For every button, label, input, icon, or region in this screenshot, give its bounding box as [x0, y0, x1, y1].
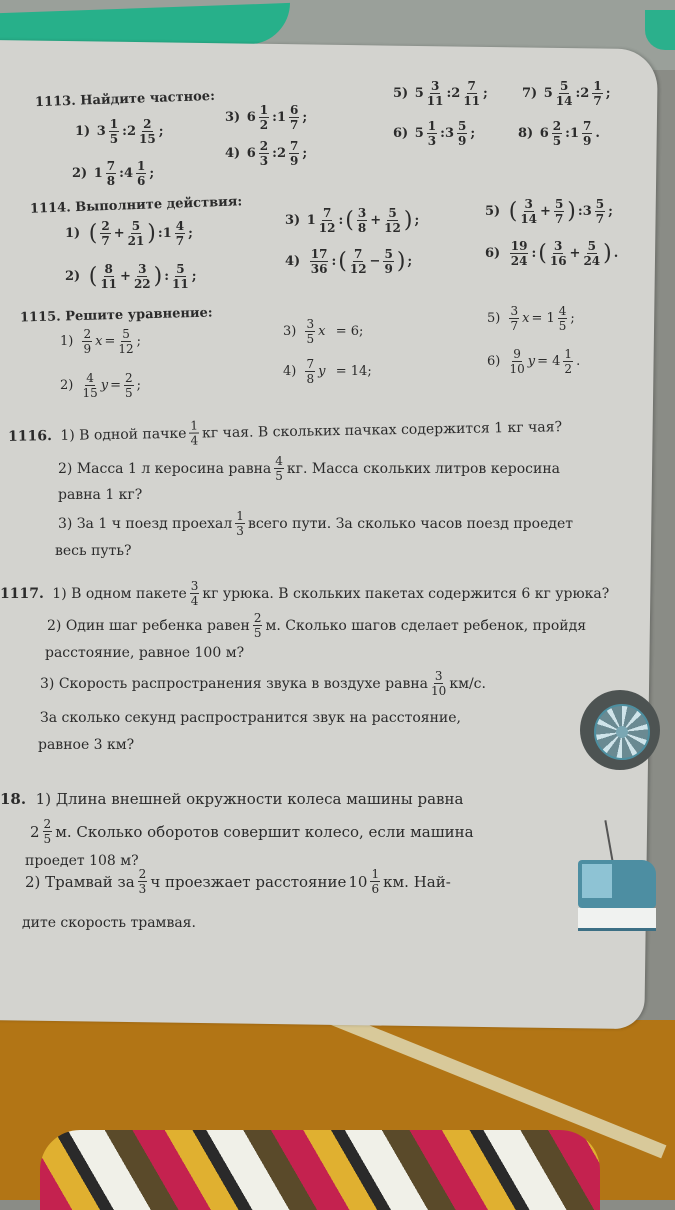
- ex1115-item-5: 5) 3 7 x = 1 4 5 ;: [487, 304, 575, 333]
- ex1113-item-6: 6) 5 1 3 :3 5 9 ;: [393, 119, 476, 148]
- ex1113-item-2: 2) 1 7 8 :4 1 6 ;: [72, 159, 155, 188]
- ex1116-part-2-cont: равна 1 кг?: [58, 487, 143, 503]
- ex1116-part-3-cont: весь путь?: [55, 543, 132, 559]
- ex1114-item-3: 3) 1 7 12 : ( 3 8 + 5 12 ) ;: [285, 206, 420, 235]
- exercise-1115-heading: 1115. Решите уравнение:: [19, 305, 213, 326]
- ex1115-item-3: 3) 3 5 x = 6;: [283, 317, 364, 346]
- ex1113-item-8: 8) 6 2 5 :1 7 9 .: [518, 119, 600, 148]
- ex1117-part-1: 1117. 1) В одном пакете 3 4 кг урюка. В скольких пакетах содержится 6 кг урюка?: [0, 579, 610, 608]
- ex1117-part-3-cont: За сколько секунд распространится звук на расстояние,: [40, 710, 461, 726]
- ex1114-item-4: 4) 17 36 : ( 7 12 − 5 9 ) ;: [285, 247, 413, 276]
- ex1113-item-7: 7) 5 5 14 :2 1 7 ;: [522, 79, 611, 108]
- wheel-hub: [616, 726, 628, 738]
- ex1115-item-1: 1) 2 9 x = 5 12 ;: [60, 327, 142, 356]
- ex1113-item-3: 3) 6 1 2 :1 6 7 ;: [225, 103, 308, 132]
- ex1114-item-6: 6) 19 24 : ( 3 16 + 5 24 ) .: [485, 239, 619, 268]
- ex1115-item-4: 4) 7 8 y = 14;: [283, 357, 372, 386]
- ex1116-part-3: 3) За 1 ч поезд проехал 1 3 всего пути. За сколько часов поезд проедет: [58, 509, 573, 538]
- ex1114-item-5: 5) ( 3 14 + 5 7 ) :3 5 7 ;: [485, 197, 613, 226]
- exercise-1114-heading: 1114. Выполните действия:: [29, 194, 243, 217]
- tram-window: [582, 864, 612, 898]
- ex1113-item-5: 5) 5 3 11 :2 7 11 ;: [393, 79, 488, 108]
- ex1113-item-1: 1) 3 1 5 :2 2 15 ;: [75, 117, 164, 146]
- ex1118-part-1: 18. 1) Длина внешней окружности колеса машины равна: [0, 790, 464, 808]
- ex1116-part-1: 1116. 1) В одной пачке 1 4 кг чая. В скольких пачках содержится 1 кг чая?: [7, 418, 563, 448]
- ex1114-item-1: 1) ( 2 7 + 5 21 ) :1 4 7 ;: [65, 219, 193, 248]
- tram-body: [578, 860, 656, 908]
- ex1118-part-2-cont: дите скорость трамвая.: [22, 915, 196, 931]
- ex1118-part-1-cont: 2 2 5 м. Сколько оборотов совершит колесо, если машина: [30, 817, 474, 846]
- tram-illustration: [578, 860, 660, 940]
- ex1117-part-2-cont: расстояние, равное 100 м?: [45, 645, 245, 661]
- patterned-fabric: [40, 1130, 600, 1210]
- ex1117-part-3-cont2: равное 3 км?: [38, 737, 135, 753]
- ex1117-part-3: 3) Скорость распространения звука в воздухе равна 3 10 км/с.: [40, 669, 486, 698]
- ex1115-item-6: 6) 9 10 y = 4 1 2 .: [487, 347, 581, 376]
- ex1116-part-2: 2) Масса 1 л керосина равна 4 5 кг. Масса скольких литров керосина: [58, 454, 560, 483]
- ex1113-item-4: 4) 6 2 3 :2 7 9 ;: [225, 139, 308, 168]
- ex1118-part-1-cont2: проедет 108 м?: [25, 853, 139, 869]
- tram-pantograph: [604, 820, 613, 862]
- ex1115-item-2: 2) 4 15 y = 2 5 ;: [60, 371, 142, 400]
- ex1118-part-2: 2) Трамвай за 2 3 ч проезжает расстояние 10 1 6 км. Най-: [25, 867, 451, 896]
- ex1114-item-2: 2) ( 8 11 + 3 22 ) : 5 11 ;: [65, 262, 197, 291]
- ex1117-part-2: 2) Один шаг ребенка равен 2 5 м. Сколько шагов сделает ребенок, пройдя: [47, 611, 587, 640]
- tram-lower-panel: [578, 908, 656, 931]
- car-wheel-illustration: [580, 690, 660, 770]
- exercise-1113-heading: 1113. Найдите частное:: [34, 88, 216, 111]
- wheel-rim: [594, 704, 650, 760]
